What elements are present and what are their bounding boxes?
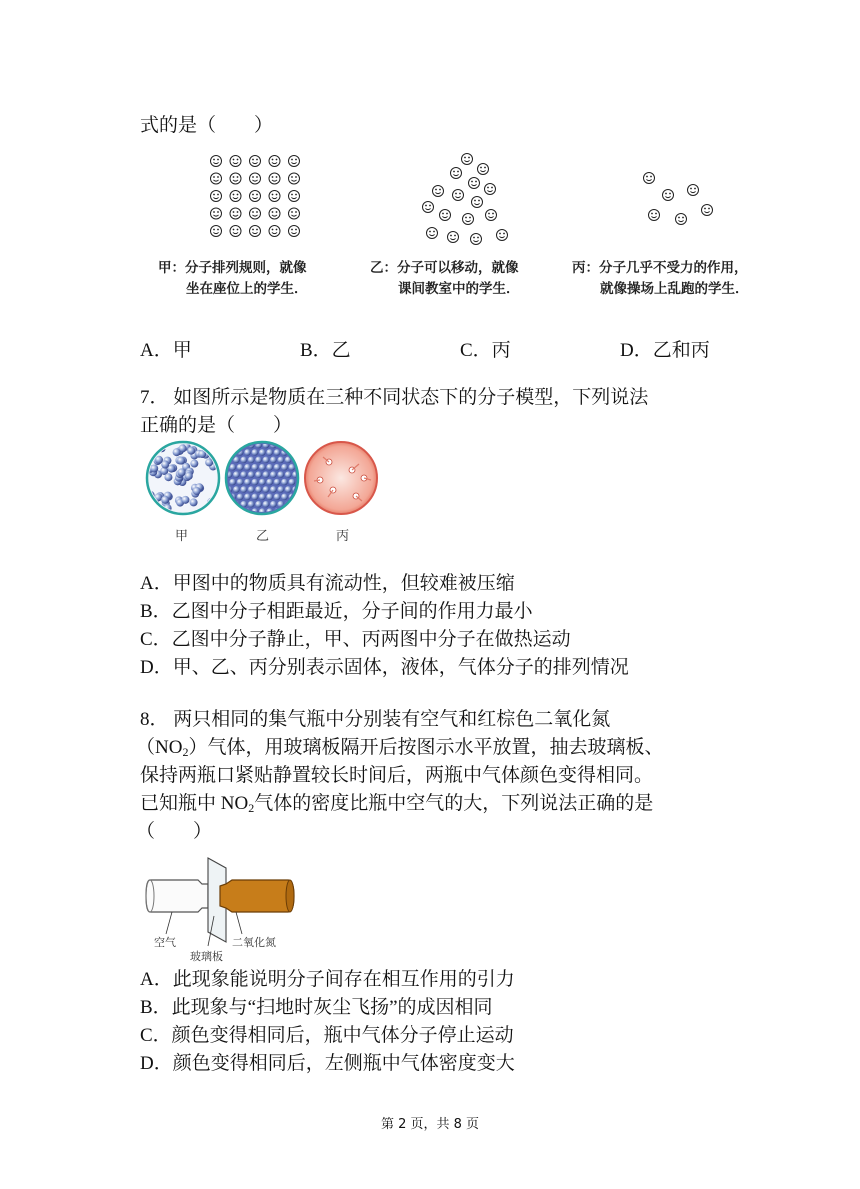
q7-molecule-models	[140, 440, 390, 520]
q6-molecule-figure	[140, 145, 800, 255]
label-jia: 甲	[175, 529, 189, 544]
q8-stem-line2: $(NO_2)$气体，用玻璃板隔开后按图示水平放置，抽去玻璃板、	[136, 737, 664, 759]
page-footer: 第 2 页，共 8 页	[380, 1117, 480, 1132]
label-glass-plate: 玻璃板	[190, 950, 223, 963]
caption-yi: 乙：分子可以移动，就像 课间教室中的学生．	[370, 260, 520, 297]
smiley-scatter-bing	[644, 173, 713, 225]
q6-option-a[interactable]: A．甲	[140, 340, 192, 361]
q8-option-b[interactable]: B．此现象与“扫地时灰尘飞扬”的成因相同	[140, 997, 493, 1018]
q8-stem-line1: 8． 两只相同的集气瓶中分别装有空气和红棕色二氧化氮	[140, 709, 611, 730]
q6-option-b[interactable]: B．乙	[300, 340, 351, 361]
q7-option-c[interactable]: C．乙图中分子静止，甲、丙两图中分子在做热运动	[140, 629, 571, 650]
label-no2: 二氧化氮	[232, 936, 276, 949]
q8-option-c[interactable]: C．颜色变得相同后，瓶中气体分子停止运动	[140, 1025, 514, 1046]
q6-stem-tail: 式的是（ ）	[140, 115, 274, 136]
q7-option-d[interactable]: D．甲、乙、丙分别表示固体，液体，气体分子的排列情况	[140, 657, 629, 678]
q6-option-c[interactable]: C．丙	[460, 340, 511, 361]
q8-option-a[interactable]: A．此现象能说明分子间存在相互作用的引力	[140, 969, 515, 990]
smiley-grid-jia	[211, 156, 300, 237]
caption-jia: 甲：分子排列规则，就像 坐在座位上的学生．	[158, 260, 308, 297]
label-bing: 丙	[336, 529, 350, 544]
label-air: 空气	[154, 936, 176, 949]
q7-option-a[interactable]: A．甲图中的物质具有流动性，但较难被压缩	[140, 573, 515, 594]
q7-stem-line1: 7． 如图所示是物质在三种不同状态下的分子模型，下列说法	[140, 387, 649, 408]
label-yi: 乙	[256, 529, 270, 544]
q7-option-b[interactable]: B．乙图中分子相距最近，分子间的作用力最小	[140, 601, 533, 622]
smiley-cluster-yi	[423, 154, 508, 245]
q8-stem-line3: 保持两瓶口紧贴静置较长时间后，两瓶中气体颜色变得相同。	[140, 765, 654, 786]
q8-option-d[interactable]: D．颜色变得相同后，左侧瓶中气体密度变大	[140, 1053, 515, 1074]
q6-option-d[interactable]: D．乙和丙	[620, 340, 710, 361]
q7-stem-line2: 正确的是（ ）	[140, 415, 293, 436]
caption-bing: 丙：分子几乎不受力的作用， 就像操场上乱跑的学生．	[572, 260, 749, 297]
q8-stem-line5: （ ）	[136, 821, 213, 842]
q8-stem-line4: 已知瓶中 $NO_2$气体的密度比瓶中空气的大，下列说法正确的是	[140, 793, 654, 815]
